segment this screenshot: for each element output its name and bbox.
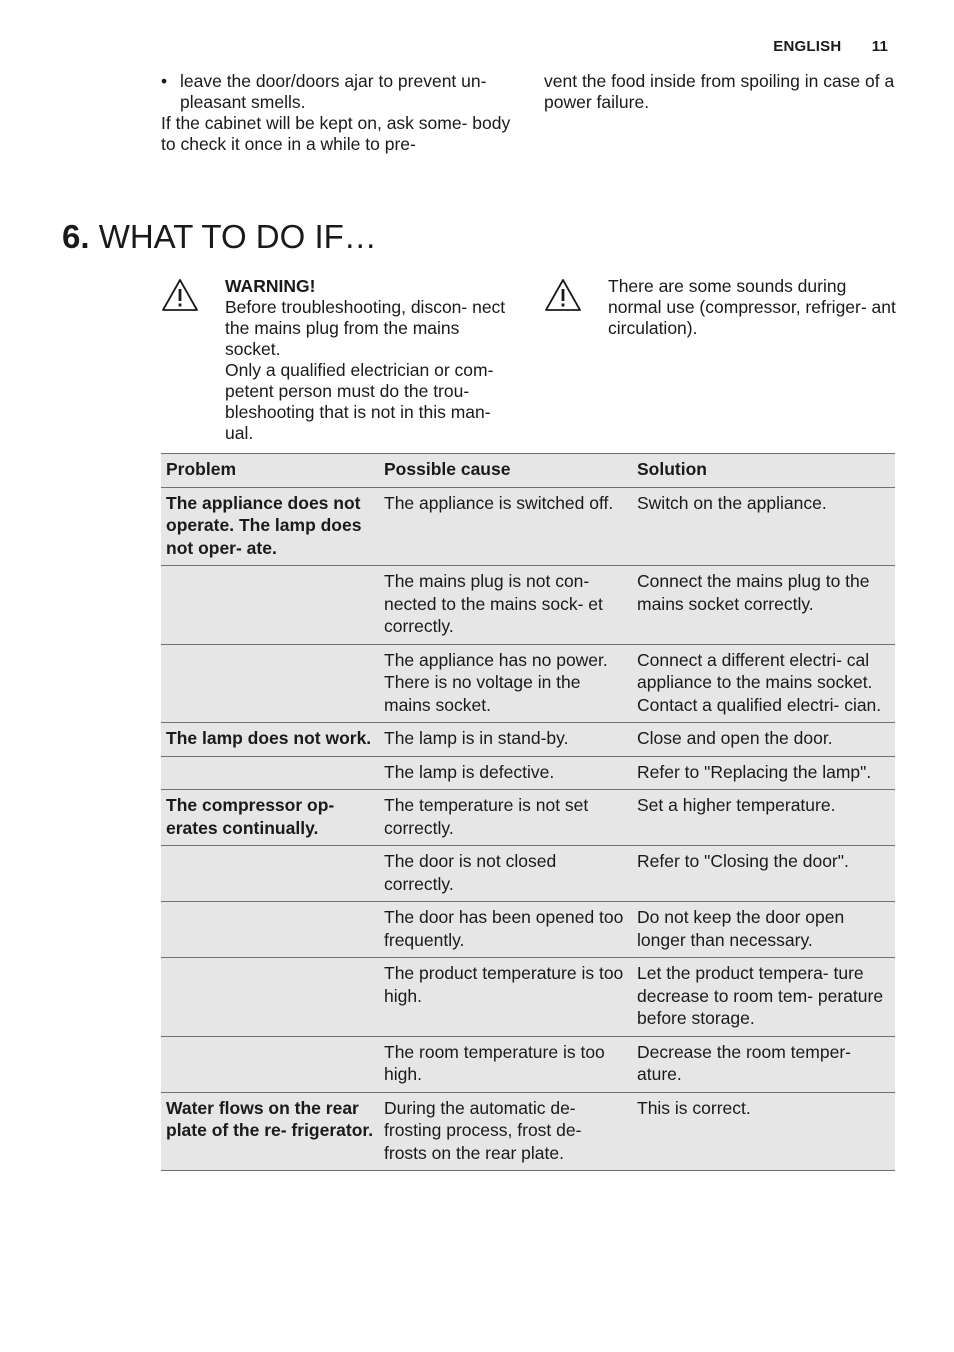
table-row [161, 487, 895, 566]
header-page-number: 11 [871, 38, 888, 55]
section-number: 6. [62, 218, 90, 255]
warning-title: WARNING! [225, 276, 316, 296]
table-row [161, 756, 895, 790]
warning-body [225, 276, 513, 444]
table-row [161, 1036, 895, 1092]
notices [161, 276, 896, 444]
cell-problem [161, 566, 379, 645]
header-problem: Problem [161, 454, 379, 488]
cell-problem [161, 846, 379, 902]
intro-paragraph-right: vent the food inside from spoiling in case of a power failure. [544, 71, 895, 112]
header-solution: Solution [632, 454, 895, 488]
warning-triangle-icon [544, 276, 608, 444]
cell-solution: Decrease the room temper- ature. [632, 1036, 895, 1092]
cell-problem: The appliance does not operate. The lamp does not oper- ate. [161, 487, 379, 566]
cell-problem: The lamp does not work. [161, 723, 379, 757]
intro-bullet-text: leave the door/doors ajar to prevent un- pleasant smells. [180, 71, 487, 112]
table-row [161, 958, 895, 1037]
cell-solution: Let the product tempera- ture decrease to room tem- perature before storage. [632, 958, 895, 1037]
intro-bullet [161, 71, 513, 113]
cell-solution: This is correct. [632, 1092, 895, 1171]
cell-solution: Close and open the door. [632, 723, 895, 757]
cell-problem [161, 902, 379, 958]
cell-problem [161, 958, 379, 1037]
intro-paragraph-left: If the cabinet will be kept on, ask some- body to check it once in a while to pre- [161, 113, 511, 154]
table-row [161, 790, 895, 846]
warning-line-2: Only a qualified electrician or com- petent person must do the trou- bleshooting that is not in this man- ual. [225, 360, 494, 443]
sound-notice [544, 276, 896, 444]
header-language: ENGLISH [773, 38, 842, 55]
table-row [161, 723, 895, 757]
cell-cause: The lamp is defective. [379, 756, 632, 790]
cell-cause: The mains plug is not con- nected to the mains sock- et correctly. [379, 566, 632, 645]
cell-solution: Set a higher temperature. [632, 790, 895, 846]
bullet-dot-icon: • [161, 71, 168, 91]
intro-right-column [544, 71, 896, 155]
sound-notice-body: There are some sounds during normal use (compressor, refriger- ant circulation). [608, 276, 896, 338]
cell-solution-line: Contact a qualified electri- cian. [637, 694, 882, 715]
table-header-row [161, 454, 895, 488]
cell-solution: Refer to "Closing the door". [632, 846, 895, 902]
cell-solution: Switch on the appliance. [632, 487, 895, 566]
cell-problem [161, 1036, 379, 1092]
section-title [62, 218, 377, 256]
header-cause: Possible cause [379, 454, 632, 488]
page-header [773, 38, 888, 55]
section-title-text: WHAT TO DO IF… [98, 218, 377, 255]
cell-solution: Do not keep the door open longer than necessary. [632, 902, 895, 958]
cell-solution: Refer to "Replacing the lamp". [632, 756, 895, 790]
warning-triangle-icon [161, 276, 225, 444]
cell-problem [161, 756, 379, 790]
cell-cause: The room temperature is too high. [379, 1036, 632, 1092]
cell-cause: The door has been opened too frequently. [379, 902, 632, 958]
cell-problem [161, 644, 379, 723]
cell-cause: The appliance is switched off. [379, 487, 632, 566]
cell-solution [632, 644, 895, 723]
cell-solution-line: Connect a different electri- cal appliance to the mains socket. [637, 649, 873, 692]
cell-cause: The product temperature is too high. [379, 958, 632, 1037]
cell-cause: During the automatic de- frosting process, frost de- frosts on the rear plate. [379, 1092, 632, 1171]
table-row [161, 1092, 895, 1171]
cell-cause: The appliance has no power. There is no voltage in the mains socket. [379, 644, 632, 723]
warning-notice [161, 276, 513, 444]
cell-problem: The compressor op- erates continually. [161, 790, 379, 846]
cell-cause: The lamp is in stand-by. [379, 723, 632, 757]
cell-cause: The door is not closed correctly. [379, 846, 632, 902]
cell-cause: The temperature is not set correctly. [379, 790, 632, 846]
table-row [161, 644, 895, 723]
cell-solution: Connect the mains plug to the mains socket correctly. [632, 566, 895, 645]
intro-text [161, 71, 896, 155]
table-row [161, 846, 895, 902]
troubleshooting-table [161, 453, 895, 1171]
cell-problem: Water flows on the rear plate of the re- frigerator. [161, 1092, 379, 1171]
warning-line-1: Before troubleshooting, discon- nect the mains plug from the mains socket. [225, 297, 506, 359]
table-row [161, 566, 895, 645]
intro-left-column [161, 71, 513, 155]
table-row [161, 902, 895, 958]
